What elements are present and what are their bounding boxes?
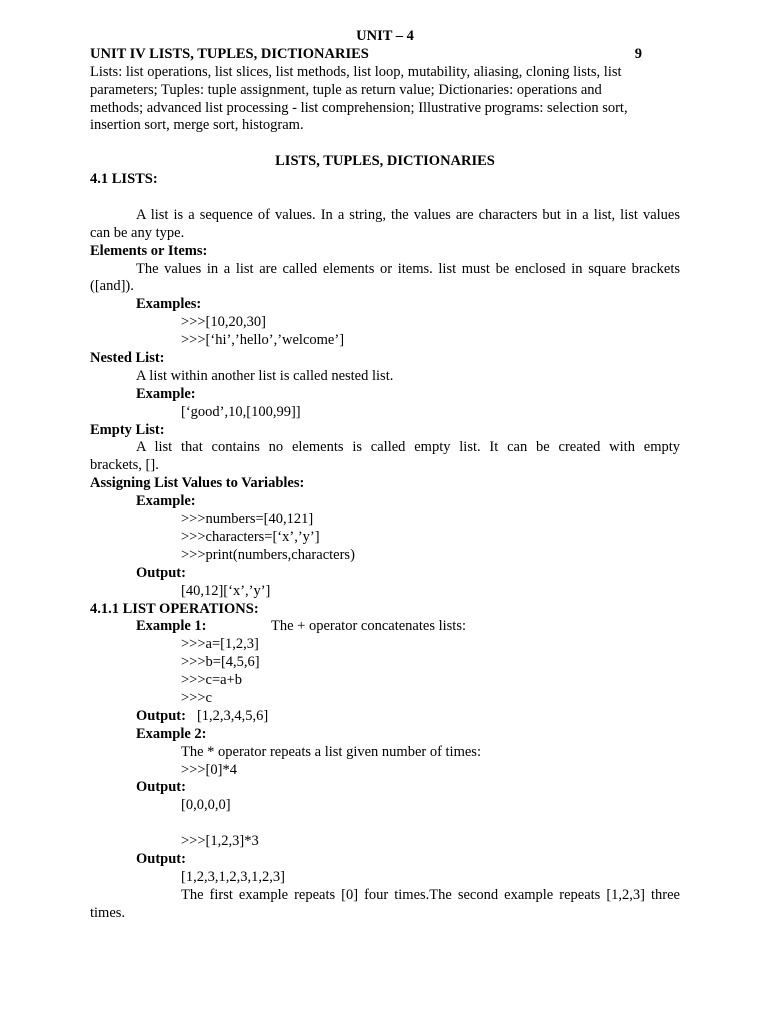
code-line: >>>a=[1,2,3] — [181, 636, 259, 653]
spacer — [90, 135, 680, 153]
paragraph-line: The first example repeats [0] four times.The second example repeats [1,2,3] three — [181, 886, 680, 903]
code-line: >>>c — [181, 689, 212, 706]
syllabus-line: insertion sort, merge sort, histogram. — [90, 117, 304, 134]
example-label: Example 1: — [136, 618, 207, 635]
example-label: Example 2: — [136, 725, 207, 742]
code-line: >>>[1,2,3]*3 — [181, 833, 259, 850]
chapter-title: LISTS, TUPLES, DICTIONARIES — [275, 153, 495, 170]
example-label: Example: — [136, 385, 196, 402]
unit-title: UNIT IV LISTS, TUPLES, DICTIONARIES — [90, 45, 369, 62]
paragraph-line: can be any type. — [90, 224, 185, 241]
subheading-nested-list: Nested List: — [90, 350, 165, 367]
paragraph-line: ([and]). — [90, 278, 134, 295]
output-label: Output: — [136, 564, 186, 581]
subheading-elements: Elements or Items: — [90, 242, 208, 259]
paragraph-line: A list is a sequence of values. In a string, the values are characters but in a list, list values — [136, 206, 680, 223]
section-heading-lists: 4.1 LISTS: — [90, 171, 158, 188]
section-heading-list-operations: 4.1.1 LIST OPERATIONS: — [90, 600, 259, 617]
paragraph-line: The values in a list are called elements or items. list must be enclosed in square brackets — [136, 260, 680, 277]
example-1-row — [90, 618, 680, 636]
paragraph-line: brackets, []. — [90, 457, 159, 474]
syllabus-line: Lists: list operations, list slices, list methods, list loop, mutability, aliasing, cloning lists, list — [90, 63, 622, 80]
paragraph-line: A list within another list is called nested list. — [136, 367, 394, 384]
code-line: >>>b=[4,5,6] — [181, 654, 260, 671]
paragraph-line: times. — [90, 904, 126, 921]
output-label: Output: — [136, 779, 186, 796]
paragraph-line: The * operator repeats a list given number of times: — [181, 743, 481, 760]
output-row — [90, 708, 680, 726]
unit-title-row — [90, 46, 680, 64]
subheading-assigning: Assigning List Values to Variables: — [90, 475, 305, 492]
syllabus-line: methods; advanced list processing - list comprehension; Illustrative programs: selection sort, — [90, 99, 628, 116]
output-line: [1,2,3,1,2,3,1,2,3] — [181, 868, 285, 885]
syllabus-line: parameters; Tuples: tuple assignment, tuple as return value; Dictionaries: operations and — [90, 81, 602, 98]
output-line: [0,0,0,0] — [181, 797, 231, 814]
examples-label: Examples: — [136, 296, 202, 313]
code-line: >>>characters=[‘x’,’y’] — [181, 528, 320, 545]
code-line: >>>print(numbers,characters) — [181, 546, 355, 563]
spacer — [90, 189, 680, 207]
spacer — [90, 815, 680, 833]
code-line: >>>[‘hi’,’hello’,’welcome’] — [181, 332, 345, 349]
unit-hours: 9 — [634, 45, 642, 62]
output-label: Output: — [136, 850, 186, 867]
output-value: [1,2,3,4,5,6] — [196, 707, 269, 724]
code-line: >>>[0]*4 — [181, 761, 237, 778]
paragraph-line: A list that contains no elements is called empty list. It can be created with empty — [136, 439, 680, 456]
unit-label: UNIT – 4 — [356, 28, 414, 44]
output-line: [40,12][‘x’,’y’] — [181, 582, 271, 599]
code-line: [‘good’,10,[100,99]] — [181, 403, 301, 420]
code-line: >>>[10,20,30] — [181, 314, 266, 331]
subheading-empty-list: Empty List: — [90, 421, 165, 438]
code-line: >>>c=a+b — [181, 672, 243, 689]
document-page — [90, 28, 680, 923]
example-description: The + operator concatenates lists: — [271, 618, 466, 635]
output-label: Output: — [136, 707, 186, 724]
code-line: >>>numbers=[40,121] — [181, 511, 314, 528]
example-label: Example: — [136, 493, 196, 510]
